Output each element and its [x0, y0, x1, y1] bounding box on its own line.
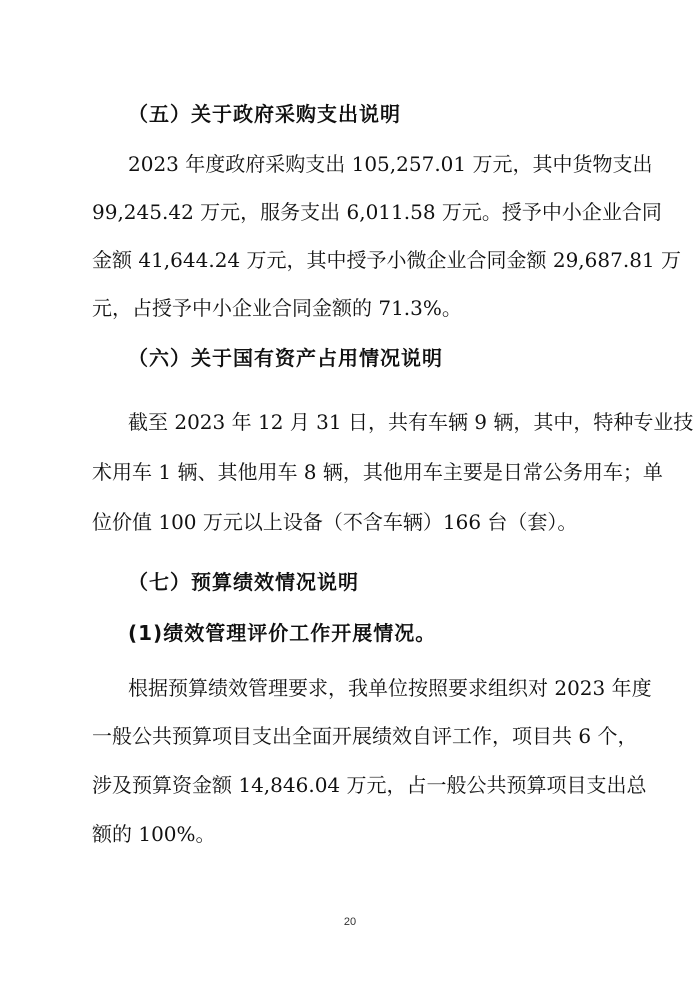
section7-line-2: 一般公共预算项目支出全面开展绩效自评工作，项目共 6 个，	[92, 724, 638, 748]
section6-line-3: 位价值 100 万元以上设备（不含车辆）166 台（套）。	[92, 510, 578, 534]
section7-line-3: 涉及预算资金额 14,846.04 万元，占一般公共预算项目支出总	[92, 773, 647, 797]
section5-line-1: 2023 年度政府采购支出 105,257.01 万元，其中货物支出	[128, 152, 653, 176]
section5-heading: （五）关于政府采购支出说明	[128, 102, 401, 126]
section7-line-4: 额的 100%。	[92, 822, 216, 846]
section6-line-1: 截至 2023 年 12 月 31 日，共有车辆 9 辆，其中，特种专业技	[128, 410, 694, 434]
section7-heading: （七）预算绩效情况说明	[128, 570, 359, 594]
section5-line-3: 金额 41,644.24 万元，其中授予小微企业合同金额 29,687.81 万	[92, 248, 682, 272]
section5-line-2: 99,245.42 万元，服务支出 6,011.58 万元。授予中小企业合同	[92, 200, 662, 224]
page-number: 20	[343, 916, 357, 928]
section6-line-2: 术用车 1 辆、其他用车 8 辆，其他用车主要是日常公务用车；单	[92, 460, 663, 484]
section7-line-1: 根据预算绩效管理要求，我单位按照要求组织对 2023 年度	[128, 676, 652, 700]
section6-heading: （六）关于国有资产占用情况说明	[128, 346, 443, 370]
section5-line-4: 元，占授予中小企业合同金额的 71.3%。	[92, 296, 462, 320]
section7-subheading: (1)绩效管理评价工作开展情况。	[128, 621, 437, 645]
